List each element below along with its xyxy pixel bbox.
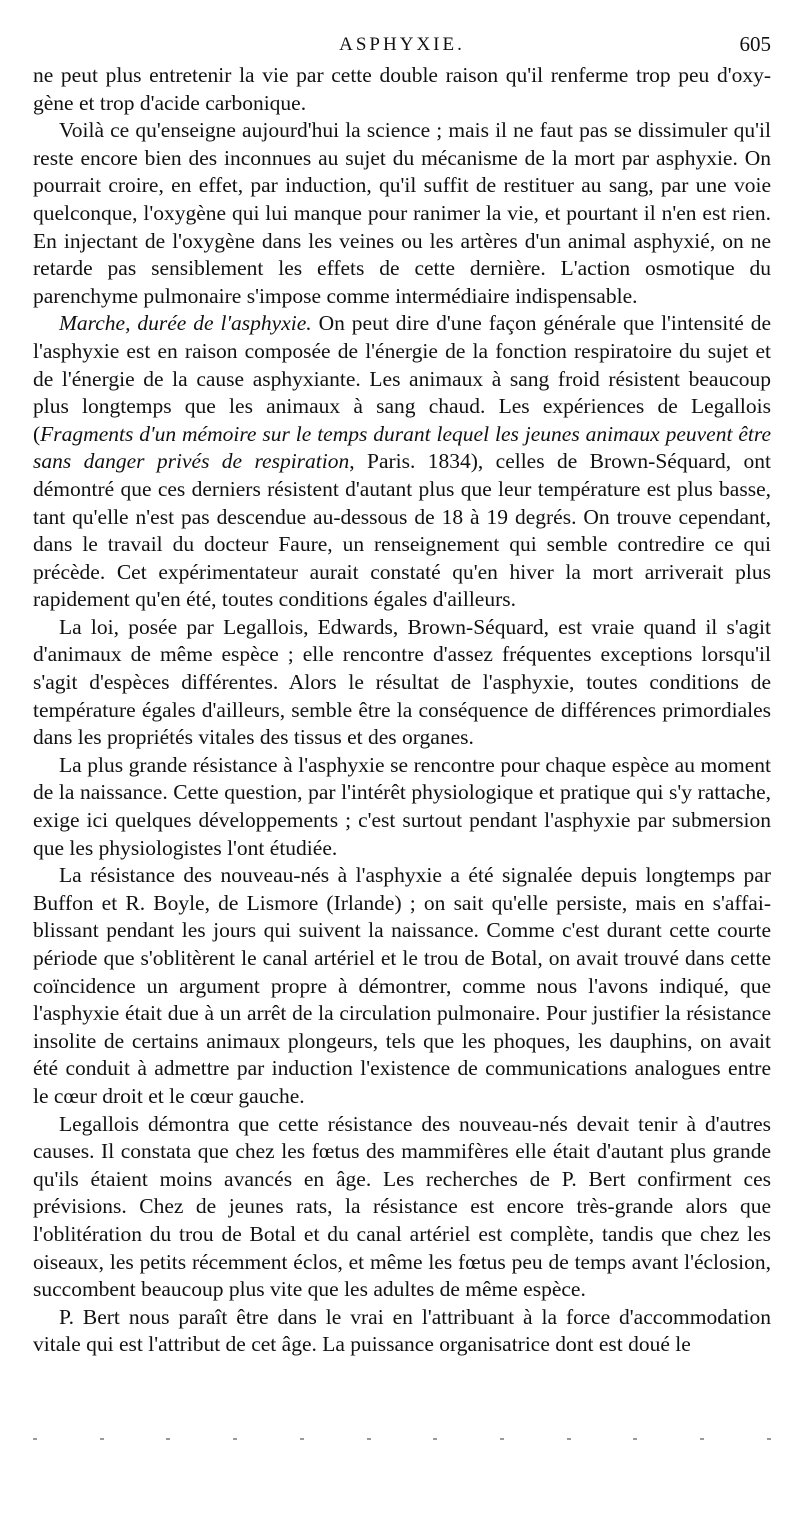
- paragraph-text: , Paris. 1834), celles de Brown-Séquard, ont démontré que ces derniers résistent d'autant plus que leur température est plus basse, tant qu'elle n'est pas descendue au-dessous de 18 à 19 degrés. On trouve cependant, dans le travail du docteur Faure, un renseignement qui semble contredire ce qui précède. Cet expérimentateur aurait constaté qu'en hiver la mort arriverait plus rapidement qu'en été, toutes conditions égales d'ailleurs.: [33, 449, 771, 612]
- paragraph-text: On peut dire d'une façon générale que l'intensité de l'asphyxie est en raison composée de l'énergie de la fonction respiratoire du sujet et de l'énergie de la cause asphyxiante. Les animaux à sang froid résistent beaucoup plus longtemps que les animaux à sang chaud. Les expériences de Legallois (: [33, 311, 771, 446]
- citation-title: Fragments d'un mémoire sur le temps durant lequel les jeunes animaux peuvent être sans danger privés de respiration: [33, 421, 771, 474]
- section-heading: Marche, durée de l'asphyxie.: [59, 311, 312, 336]
- page-number: 605: [739, 32, 771, 56]
- paragraph: Legallois démontra que cette résistance des nouveau-nés devait tenir à d'autres causes. Il constata que chez les fœtus des mammifères elle était d'autant plus grande qu'ils étaient moins avancés en âge. Les recherches de P. Bert confirment ces prévisions. Chez de jeunes rats, la résistance est encore très-grande alors que l'oblitération du trou de Botal et du canal artériel est complète, tandis que chez les oiseaux, les petits récemment éclos, et même les fœtus peu de temps avant l'éclosion, succombent beaucoup plus vite que les adultes de même espèce.: [33, 1111, 771, 1302]
- body-text: [33, 62, 771, 1359]
- page-header: [33, 28, 771, 60]
- paragraph-continues: P. Bert nous paraît être dans le vrai en l'attribuant à la force d'accommodation vitale qui est l'attribut de cet âge. La puissance organisatrice dont est doué le: [33, 1304, 771, 1357]
- paragraph: La loi, posée par Legallois, Edwards, Brown-Séquard, est vraie quand il s'agit d'animaux de même espèce ; elle rencontre d'assez fréquentes exceptions lorsqu'il s'agit d'espèces différentes. Alors le résultat de l'asphyxie, toutes conditions de température égales d'ailleurs, semble être la conséquence de différences primordiales dans les propriétés vitales des tissus et des organes.: [33, 614, 771, 750]
- running-title: ASPHYXIE.: [339, 34, 465, 55]
- paragraph: La plus grande résistance à l'asphyxie se rencontre pour chaque espèce au moment de la naissance. Cette question, par l'intérêt physiologique et pratique qui s'y rattache, exige ici quelques développements ; c'est surtout pendant l'asphyxie par submersion que les physiologistes l'ont étudiée.: [33, 752, 771, 860]
- paragraph-marche-duree: [33, 310, 771, 614]
- print-specks: [33, 1438, 771, 1444]
- paragraph: Voilà ce qu'enseigne aujourd'hui la science ; mais il ne faut pas se dissimuler qu'il reste encore bien des inconnues au sujet du mécanisme de la mort par asphyxie. On pourrait croire, en effet, par induction, qu'il suffit de restituer au sang, par une voie quelconque, l'oxygène qui lui manque pour ranimer la vie, et pourtant il n'en est rien. En injectant de l'oxygène dans les veines ou les artères d'un animal asphyxié, on ne retarde pas sensiblement les effets de cette dernière. L'action osmotique du parenchyme pulmonaire s'impose comme intermédiaire indispensable.: [33, 118, 771, 308]
- paragraph: La résistance des nouveau-nés à l'asphyxie a été signalée depuis longtemps par Buffon et R. Boyle, de Lismore (Irlande) ; on sait qu'elle persiste, mais en s'affaiblissant pendant les jours qui suivent la naissance. Comme c'est durant cette courte période que s'oblitèrent le canal artériel et le trou de Botal, on avait trouvé dans cette coïncidence un argument propre à démontrer, comme nous l'avons indiqué, que l'asphyxie était due à un arrêt de la circulation pulmonaire. Pour justifier la résistance insolite de certains animaux plongeurs, tels que les phoques, les dauphins, on avait été conduit à admettre par induction l'existence de communications analogues entre le cœur droit et le cœur gauche.: [33, 863, 771, 1108]
- paragraph-continued: ne peut plus entretenir la vie par cette double raison qu'il renferme trop peu d'oxygène et trop d'acide carbonique.: [33, 63, 771, 115]
